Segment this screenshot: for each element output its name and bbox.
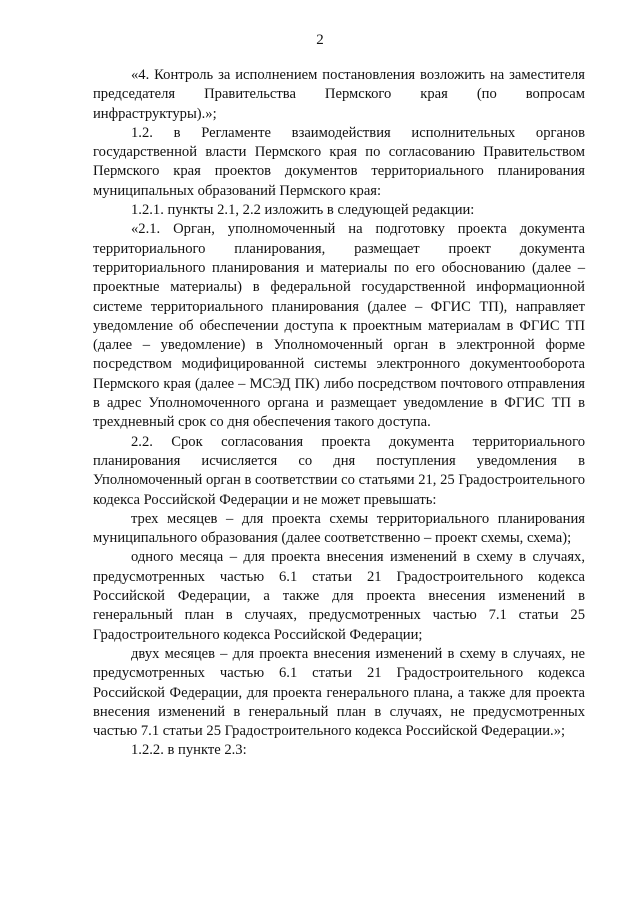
paragraph-clause-2-2: 2.2. Срок согласования проекта документа территориального планирования исчисляется со дня поступления уведомления в Уполномоченный орган в соответствии со статьями 21, 25 Градостроительного кодекса Российской Федерации и не может превышать: bbox=[93, 433, 585, 508]
paragraph-item-1-2-1: 1.2.1. пункты 2.1, 2.2 изложить в следующей редакции: bbox=[131, 202, 475, 219]
paragraph-three-months: трех месяцев – для проекта схемы территориального планирования муниципального образования (далее соответственно – проект схемы, схема); bbox=[93, 510, 585, 547]
paragraph-item-1-2-2: 1.2.2. в пункте 2.3: bbox=[131, 742, 247, 759]
paragraph-control-clause: «4. Контроль за исполнением постановления возложить на заместителя председателя Правительства Пермского края (по вопросам инфраструктуры).»; bbox=[93, 67, 585, 122]
paragraph-clause-2-1: «2.1. Орган, уполномоченный на подготовку проекта документа территориального планирования, размещает проект документа территориального планирования и материалы по его обоснованию (далее – проектные материалы) в федеральной государственной информационной системе территориального планирования (далее – ФГИС ТП), направляет уведомление об обеспечении доступа к проектным материалам в ФГИС ТП (далее – уведомление) в Уполномоченный орган в электронной форме посредством модифицированной системы электронного документооборота Пермского края (далее – МСЭД ПК) либо посредством почтового отправления в адрес Уполномоченного органа и размещает уведомление в ФГИС ТП в трехдневный срок со дня обеспечения такого доступа. bbox=[93, 221, 585, 431]
page-number: 2 bbox=[316, 32, 324, 48]
paragraph-two-months: двух месяцев – для проекта внесения изменений в схему в случаях, не предусмотренных частью 6.1 статьи 21 Градостроительного кодекса Российской Федерации, для проекта генерального плана, а также для проекта внесения изменений в генеральный план в случаях, не предусмотренных частью 7.1 статьи 25 Градостроительного кодекса Российской Федерации.»; bbox=[93, 645, 585, 740]
paragraph-regulation-amendment: 1.2. в Регламенте взаимодействия исполнительных органов государственной власти Пермского края по согласованию Правительством Пермского края проектов документов территориального планирования муниципальных образований Пермского края: bbox=[93, 124, 585, 199]
document-body bbox=[93, 66, 585, 761]
paragraph-one-month: одного месяца – для проекта внесения изменений в схему в случаях, предусмотренных частью 6.1 статьи 21 Градостроительного кодекса Российской Федерации, а также для проекта внесения изменений в генеральный план в случаях, предусмотренных частью 7.1 статьи 25 Градостроительного кодекса Российской Федерации; bbox=[93, 549, 585, 643]
